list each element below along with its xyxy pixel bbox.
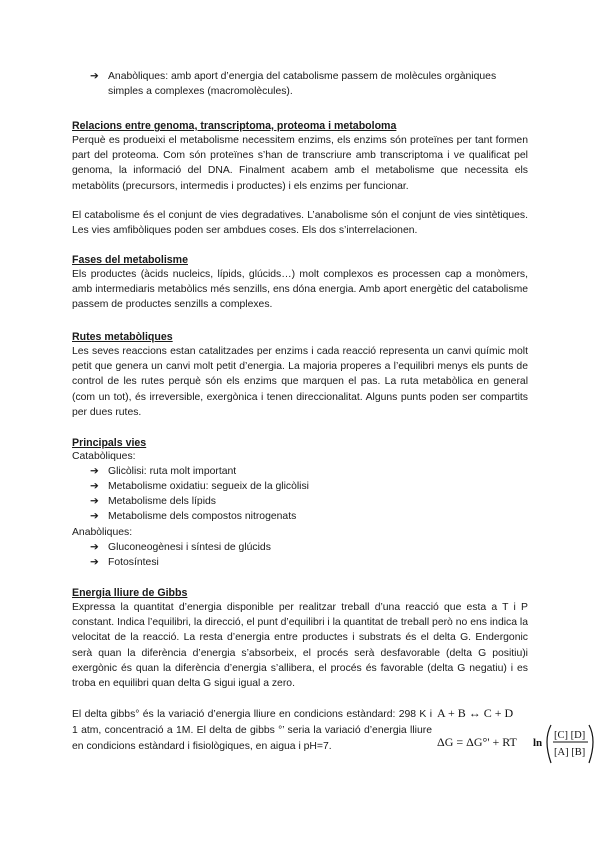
anabolic-label: Anabòliques: — [72, 527, 133, 538]
list-item — [90, 540, 530, 555]
arrow-icon: ➔ — [90, 557, 99, 568]
list-item-text: Metabolisme dels compostos nitrogenats — [108, 511, 297, 522]
arrow-icon: ➔ — [90, 496, 99, 507]
arrow-icon: ➔ — [90, 466, 99, 477]
arrow-icon: ➔ — [90, 481, 99, 492]
list-item — [90, 464, 530, 479]
list-item — [90, 509, 530, 524]
section-heading-relacions: Relacions entre genoma, transcriptoma, proteoma i metaboloma — [72, 120, 397, 132]
left-paren — [547, 725, 551, 763]
list-item-text: Anabòliques: amb aport d’energia del catabolisme passem de molècules orgàniques simples a complexes (macromolècules). — [108, 71, 497, 98]
list-item-text: Fotosíntesi — [108, 557, 159, 568]
gibbs-formula — [435, 703, 597, 769]
section-heading-gibbs: Energia lliure de Gibbs — [72, 587, 188, 599]
paragraph-gibbs: Expressa la quantitat d’energia disponible per realitzar treball d’una reacció que esta a T i P constant. Indica l’equilibri, la direcció, el punt d’equilibri i la quantitat de treball però no ens indica la velocitat de la reacció. La resta d’energia entre productes i substrats és el delta G. Endergonic serà quan la diferència d’energia s’absorbeix, el procés serà desfavorable (delta G positiu)i exergònic és quan la diferència d’energia s’allibera, el procés és favorable (delta G negatiu) i es troba en equilibri quan delta G sigui igual a zero. — [72, 602, 528, 690]
formula-reaction: A + B ↔ C + D — [437, 706, 514, 720]
list-item — [90, 494, 530, 509]
formula-lhs: ΔG = ΔG°' + RT — [437, 735, 517, 749]
arrow-icon: ➔ — [90, 511, 99, 522]
paragraph-rutes: Les seves reaccions estan catalitzades per enzims i cada reacció representa un canvi químic molt petit que genera un canvi molt petit d’energia. La majoria properes a l’equilibri menys els punts de control de les rutes perquè són els enzims que marquen el pas. La ruta metabòlica en general (com un tot), és irreversible, exergònica i tenen direccionalitat. Alguns punts poden ser compartits per dues rutes. — [72, 346, 528, 418]
formula-ln: ln — [533, 737, 543, 749]
section-heading-vies: Principals vies — [72, 437, 147, 449]
formula-denominator: [A] [B] — [554, 747, 586, 758]
arrow-icon: ➔ — [90, 542, 99, 553]
right-paren — [589, 725, 593, 763]
list-item-text: Metabolisme dels lípids — [108, 496, 216, 507]
list-item — [90, 69, 530, 99]
catabolic-label: Catabòliques: — [72, 451, 136, 462]
paragraph-relacions: Perquè es produeixi el metabolisme necessitem enzims, els enzims són proteïnes per tant formen part del proteoma. Com són proteïnes s’han de transcriure amb transcriptoma i ve qualificat pel genoma, la informació del DNA. Finalment acabem amb el metabolisme que necessita els metabòlits (precursors, intermedis i productes) i els enzims per funcionar. — [72, 135, 528, 192]
list-item — [90, 555, 530, 570]
paragraph-fases: Els productes (àcids nucleics, lípids, glúcids…) molt complexos es processen cap a monòmers, amb intermediaris metabòlics més senzills, ens dóna energia. Amb aport energètic del catabolisme passem de productes senzills a complexes. — [72, 269, 528, 311]
section-heading-rutes: Rutes metabòliques — [72, 331, 173, 343]
list-item-text: Glicòlisi: ruta molt important — [108, 466, 237, 477]
formula-numerator: [C] [D] — [554, 730, 586, 741]
list-item — [90, 479, 530, 494]
list-item-text: Gluconeogènesi i síntesi de glúcids — [108, 542, 271, 553]
paragraph-catabolisme: El catabolisme és el conjunt de vies degradatives. L’anabolisme són el conjunt de vies sintètiques. Les vies amfibòliques poden ser ambdues coses. Els dos s’interrelacionen. — [72, 210, 528, 237]
paragraph-delta-gibbs: El delta gibbs° és la variació d’energia lliure en condicions estàndard: 298 K i 1 atm, concentració a 1M. El delta de gibbs °’ seria la variació d’energia lliure en condicions estàndard i fisiològiques, en aigua i pH=7. — [72, 709, 432, 752]
section-heading-fases: Fases del metabolisme — [72, 254, 188, 266]
arrow-icon: ➔ — [90, 71, 99, 82]
list-item-text: Metabolisme oxidatiu: segueix de la glicòlisi — [108, 481, 309, 492]
